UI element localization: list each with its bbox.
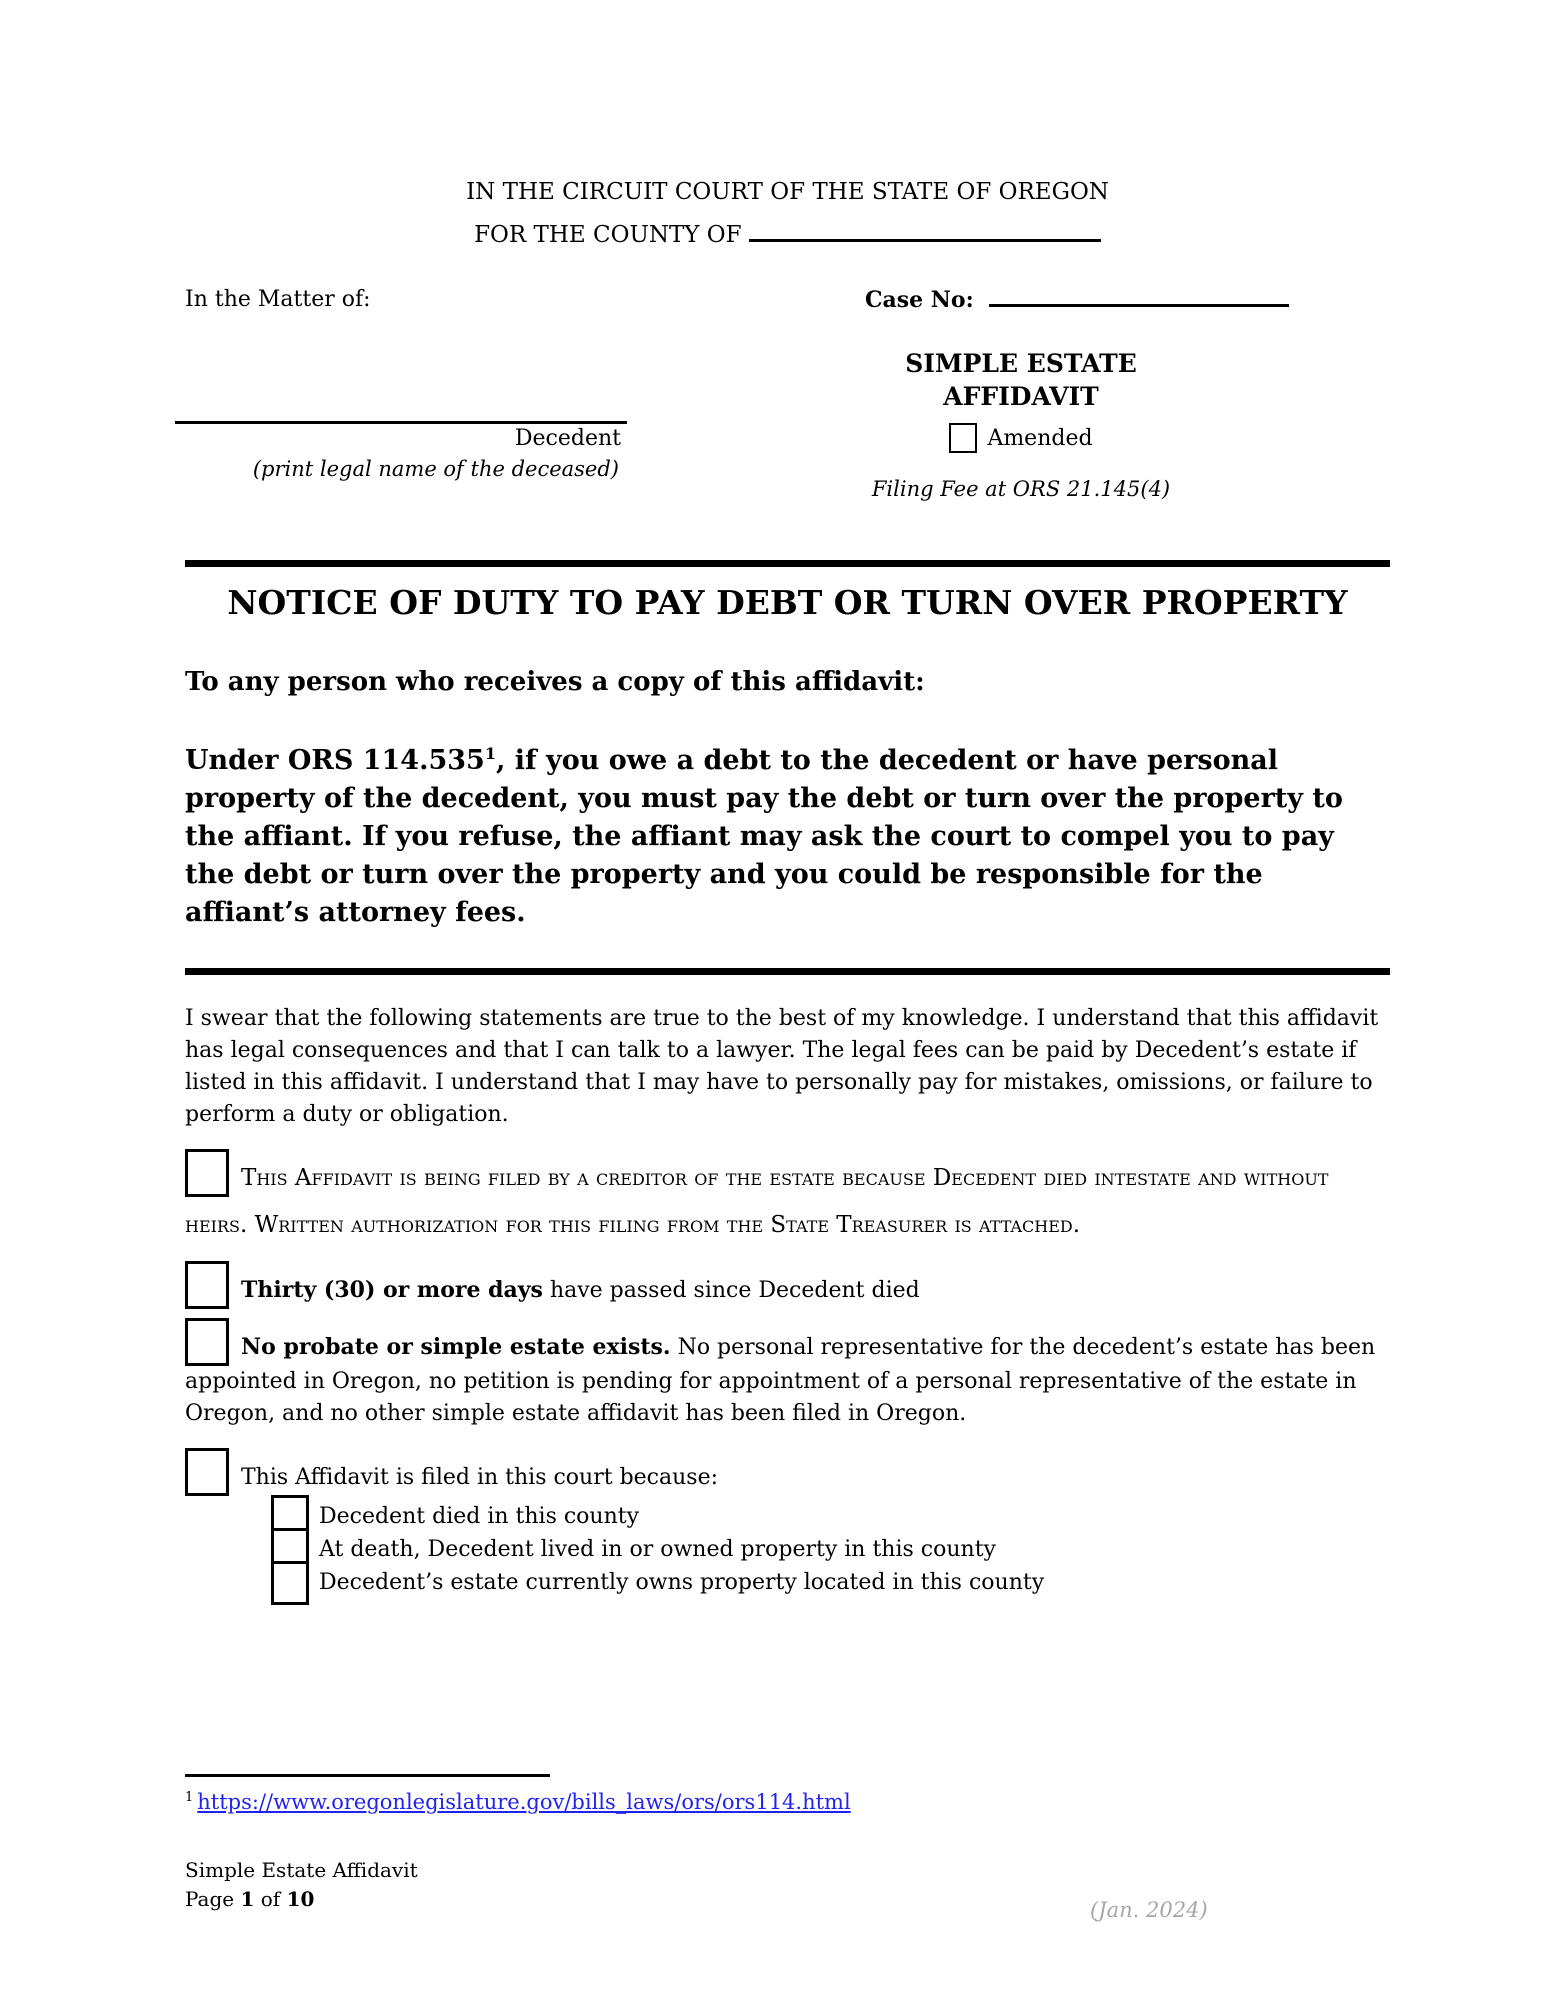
case-number-blank[interactable] — [989, 304, 1289, 307]
creditor-filing-checkbox[interactable] — [185, 1149, 229, 1197]
creditor-filing-text: This Affidavit is being filed by a creditor of the estate because Decedent died intestate and without heirs. Written authorization for this filing from the State Treasurer is attached. — [185, 1165, 1329, 1238]
footer-of-word: of — [260, 1887, 281, 1911]
venue-checkbox[interactable] — [185, 1448, 229, 1496]
amended-label: Amended — [987, 425, 1093, 451]
amended-row — [865, 423, 1177, 453]
section-divider-top — [185, 560, 1390, 567]
case-no-label: Case No: — [865, 287, 974, 313]
no-probate-statement — [185, 1318, 1390, 1430]
case-number-row — [865, 287, 1289, 313]
venue-option-lived-label: At death, Decedent lived in or owned property in this county — [319, 1537, 996, 1562]
footnote-reference: 1 — [484, 744, 496, 763]
court-title-line1: IN THE CIRCUIT COURT OF THE STATE OF OREGON — [466, 179, 1109, 205]
caption-header — [185, 175, 1390, 560]
footnote-marker: 1 — [185, 1790, 194, 1805]
notice-body-lead: Under ORS 114.535 — [185, 745, 485, 776]
notice-body-rest: , if you owe a debt to the decedent or have personal property of the decedent, you must pay the debt or turn over the property to the affiant. If you refuse, the affiant may ask the court to compel you to pay the debt or turn over the property and you could be responsible for the affiant’s attorney fees. — [185, 745, 1343, 928]
form-title — [865, 347, 1177, 413]
venue-options — [271, 1500, 1390, 1599]
no-probate-rest: No personal representative for the decedent’s estate has been appointed in Oregon, no petition is pending for appointment of a personal representative of the estate in Oregon, and no other simple estate affidavit has been filed in Oregon. — [185, 1335, 1376, 1426]
filing-fee-note: Filing Fee at ORS 21.145(4) — [871, 477, 1171, 501]
thirty-days-lead: Thirty (30) or more days — [241, 1277, 543, 1303]
thirty-days-rest: have passed since Decedent died — [542, 1278, 920, 1303]
in-the-matter-of-label: In the Matter of: — [185, 287, 371, 312]
venue-option-row — [271, 1566, 1390, 1599]
oath-paragraph: I swear that the following statements are true to the best of my knowledge. I understand that this affidavit has legal consequences and that I can talk to a lawyer. The legal fees can be paid by Decedent’s estate if listed in this affidavit. I understand that I may have to personally pay for mistakes, omissions, or failure to perform a duty or obligation. — [185, 1006, 1379, 1127]
notice-body — [185, 735, 1353, 932]
footer-page-number: 1 — [240, 1887, 255, 1911]
footer-page-word: Page — [185, 1887, 235, 1911]
decedent-name-hint: (print legal name of the deceased) — [252, 457, 619, 481]
county-name-blank[interactable] — [749, 239, 1101, 242]
venue-option-row — [271, 1500, 1390, 1533]
venue-option-died-label: Decedent died in this county — [319, 1504, 640, 1529]
form-title-line2: AFFIDAVIT — [943, 382, 1099, 411]
venue-text: This Affidavit is filed in this court because: — [241, 1465, 718, 1490]
footer-page-line — [185, 1885, 418, 1914]
decedent-label: Decedent — [514, 426, 621, 451]
revision-date: (Jan. 2024) — [1090, 1898, 1208, 1922]
footer-page-total: 10 — [286, 1887, 315, 1911]
thirty-days-statement — [185, 1261, 1390, 1309]
venue-option-owns-checkbox[interactable] — [271, 1561, 309, 1605]
section-divider-bottom — [185, 968, 1390, 975]
decedent-name-block — [175, 175, 627, 484]
footnote-separator — [185, 1774, 550, 1777]
venue-option-row — [271, 1533, 1390, 1566]
venue-option-owns-label: Decedent’s estate currently owns property located in this county — [319, 1570, 1045, 1595]
venue-statement — [185, 1448, 1390, 1496]
county-of-label: FOR THE COUNTY OF — [474, 222, 742, 248]
notice-heading: NOTICE OF DUTY TO PAY DEBT OR TURN OVER PROPERTY — [227, 583, 1348, 622]
thirty-days-checkbox[interactable] — [185, 1261, 229, 1309]
notice-salutation: To any person who receives a copy of this affidavit: — [185, 667, 925, 697]
no-probate-checkbox[interactable] — [185, 1318, 229, 1366]
form-title-block — [865, 347, 1177, 501]
page-footer — [185, 1856, 418, 1914]
no-probate-lead: No probate or simple estate exists. — [241, 1334, 671, 1360]
form-title-line1: SIMPLE ESTATE — [905, 349, 1137, 378]
footnote — [185, 1790, 851, 1814]
footer-form-name: Simple Estate Affidavit — [185, 1858, 418, 1882]
ors-statute-link[interactable]: https://www.oregonlegislature.gov/bills_laws/ors/ors114.html — [197, 1790, 851, 1814]
creditor-filing-statement — [185, 1149, 1390, 1249]
amended-checkbox[interactable] — [949, 423, 977, 453]
